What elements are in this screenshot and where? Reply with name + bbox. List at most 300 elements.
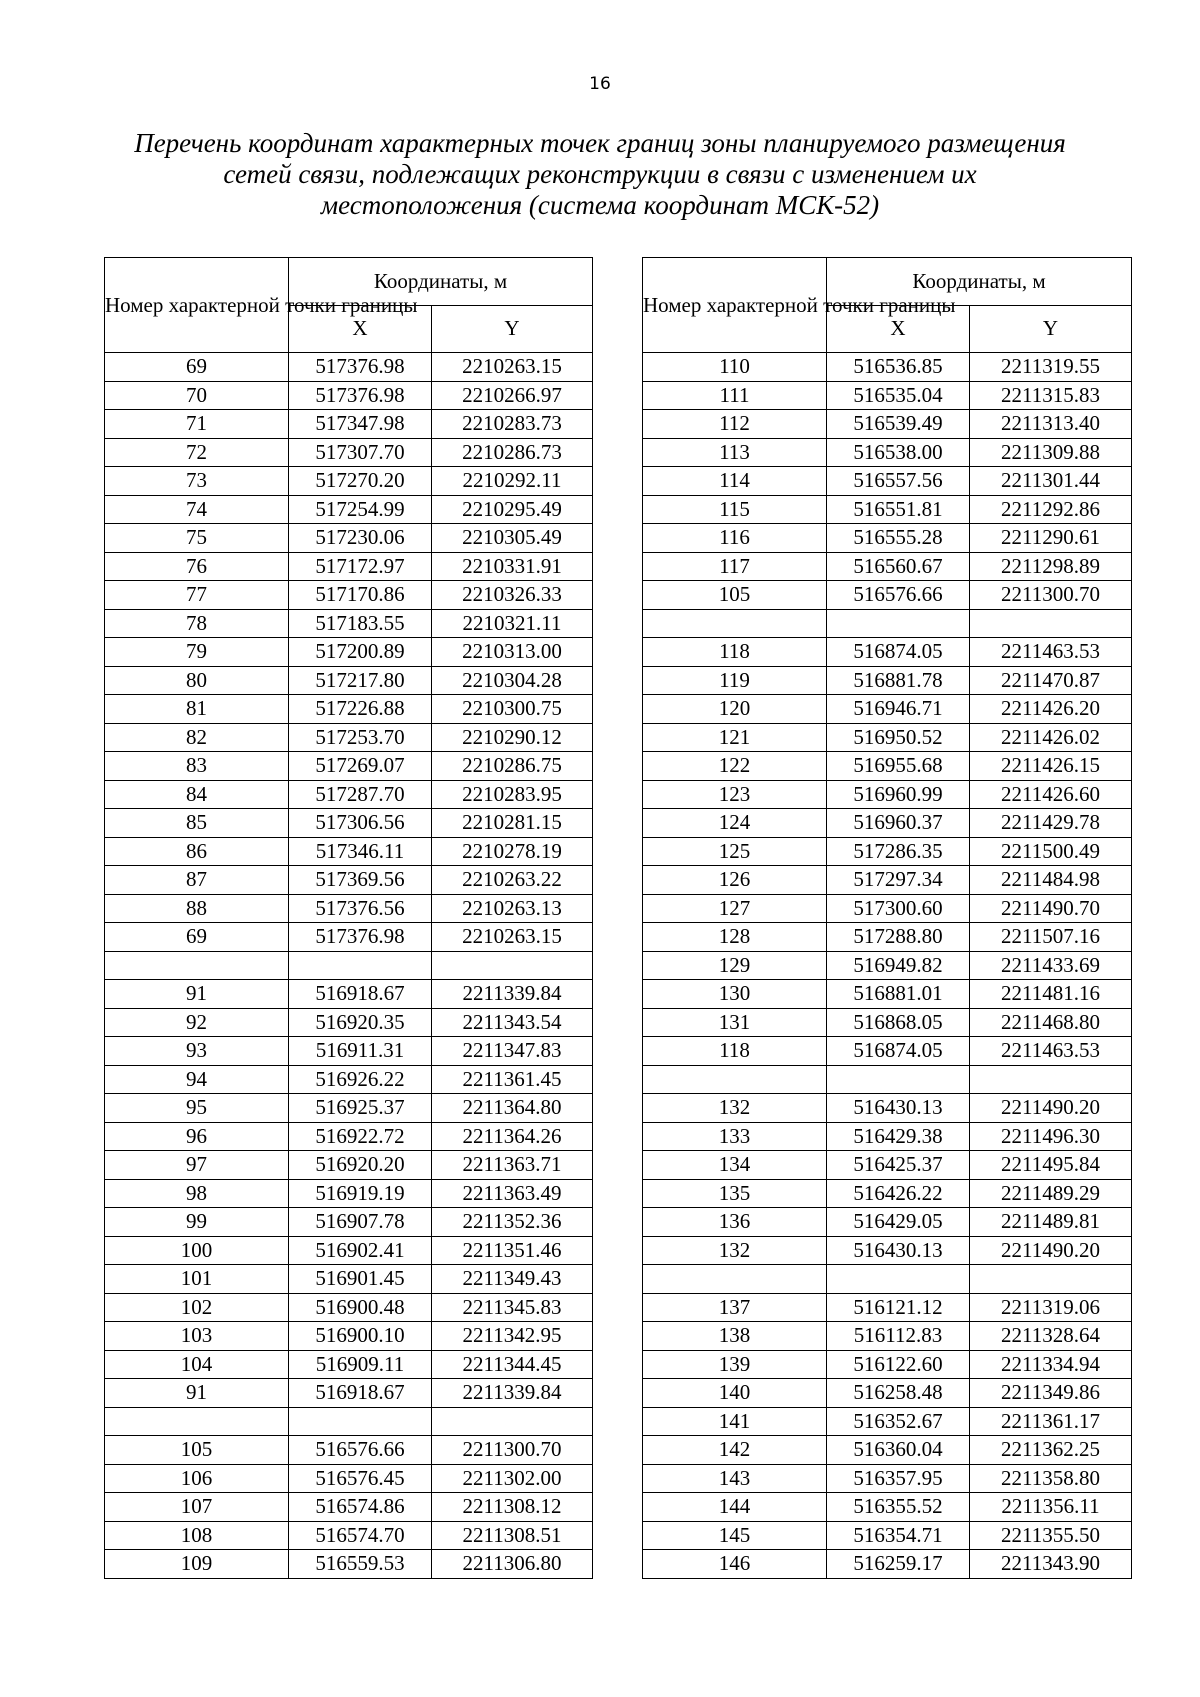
y-coordinate-cell: 2210295.49 (432, 495, 593, 524)
x-coordinate-cell: 517307.70 (289, 438, 432, 467)
x-coordinate-cell: 517226.88 (289, 695, 432, 724)
y-coordinate-cell (970, 609, 1132, 638)
y-coordinate-cell: 2211429.78 (970, 809, 1132, 838)
table-row (105, 524, 593, 553)
x-coordinate-cell: 516911.31 (289, 1037, 432, 1066)
y-coordinate-cell: 2210263.15 (432, 923, 593, 952)
point-number-cell: 120 (643, 695, 827, 724)
y-coordinate-cell: 2211349.86 (970, 1379, 1132, 1408)
table-row (105, 638, 593, 667)
table-row (105, 1037, 593, 1066)
y-coordinate-cell: 2211363.71 (432, 1151, 593, 1180)
y-coordinate-cell: 2211463.53 (970, 638, 1132, 667)
x-coordinate-cell: 516881.01 (827, 980, 970, 1009)
x-coordinate-cell: 516950.52 (827, 723, 970, 752)
point-number-cell: 97 (105, 1151, 289, 1180)
x-coordinate-cell: 517286.35 (827, 837, 970, 866)
table-row (105, 1179, 593, 1208)
point-number-cell: 98 (105, 1179, 289, 1208)
x-coordinate-cell: 516920.35 (289, 1008, 432, 1037)
coordinates-table-left (104, 257, 593, 1579)
x-coordinate-cell: 516122.60 (827, 1350, 970, 1379)
y-coordinate-cell: 2211308.12 (432, 1493, 593, 1522)
point-number-cell: 105 (643, 581, 827, 610)
y-coordinate-cell (432, 1407, 593, 1436)
x-coordinate-cell: 516960.37 (827, 809, 970, 838)
table-row (643, 1094, 1132, 1123)
x-coordinate-cell: 517300.60 (827, 894, 970, 923)
point-number-cell: 144 (643, 1493, 827, 1522)
x-coordinate-cell: 516918.67 (289, 980, 432, 1009)
table-row (643, 1293, 1132, 1322)
y-coordinate-cell: 2211364.26 (432, 1122, 593, 1151)
point-number-cell: 85 (105, 809, 289, 838)
title-line-3: местоположения (система координат МСК-52) (320, 190, 880, 220)
x-coordinate-cell: 516920.20 (289, 1151, 432, 1180)
y-coordinate-cell: 2211347.83 (432, 1037, 593, 1066)
point-number-cell: 143 (643, 1464, 827, 1493)
x-coordinate-cell: 517346.11 (289, 837, 432, 866)
point-number-cell: 119 (643, 666, 827, 695)
point-number-cell: 88 (105, 894, 289, 923)
table-row (643, 1151, 1132, 1180)
y-coordinate-cell: 2210263.22 (432, 866, 593, 895)
x-coordinate-cell (827, 1265, 970, 1294)
point-number-cell: 75 (105, 524, 289, 553)
y-coordinate-cell: 2211355.50 (970, 1521, 1132, 1550)
point-number-cell: 118 (643, 638, 827, 667)
point-number-cell: 139 (643, 1350, 827, 1379)
table-row (105, 353, 593, 382)
x-coordinate-cell: 517297.34 (827, 866, 970, 895)
y-coordinate-cell: 2210263.15 (432, 353, 593, 382)
point-number-cell: 132 (643, 1094, 827, 1123)
table-row (105, 381, 593, 410)
x-coordinate-cell: 516909.11 (289, 1350, 432, 1379)
table-row (643, 951, 1132, 980)
table-row (105, 1493, 593, 1522)
x-coordinate-cell: 516539.49 (827, 410, 970, 439)
table-row (105, 1322, 593, 1351)
point-number-cell: 84 (105, 780, 289, 809)
y-coordinate-cell: 2211339.84 (432, 1379, 593, 1408)
point-number-cell (643, 1265, 827, 1294)
x-coordinate-cell (827, 609, 970, 638)
x-coordinate-cell: 516574.86 (289, 1493, 432, 1522)
point-number-cell: 95 (105, 1094, 289, 1123)
header-coordinates: Координаты, м (827, 258, 1132, 306)
y-coordinate-cell: 2211484.98 (970, 866, 1132, 895)
table-body-right (643, 353, 1132, 1579)
y-coordinate-cell: 2211489.81 (970, 1208, 1132, 1237)
y-coordinate-cell: 2211349.43 (432, 1265, 593, 1294)
title-line-1: Перечень координат характерных точек границ зоны планируемого размещения (134, 128, 1066, 158)
point-number-cell: 125 (643, 837, 827, 866)
point-number-cell: 100 (105, 1236, 289, 1265)
point-number-cell: 79 (105, 638, 289, 667)
y-coordinate-cell: 2211481.16 (970, 980, 1132, 1009)
table-row (105, 1236, 593, 1265)
x-coordinate-cell: 516907.78 (289, 1208, 432, 1237)
table-row (643, 1037, 1132, 1066)
y-coordinate-cell: 2211343.54 (432, 1008, 593, 1037)
point-number-cell: 71 (105, 410, 289, 439)
coordinates-table-right (642, 257, 1132, 1579)
x-coordinate-cell: 517376.56 (289, 894, 432, 923)
table-row (643, 1008, 1132, 1037)
point-number-cell: 76 (105, 552, 289, 581)
table-row (643, 1122, 1132, 1151)
point-number-cell: 112 (643, 410, 827, 439)
x-coordinate-cell: 516881.78 (827, 666, 970, 695)
x-coordinate-cell: 516430.13 (827, 1094, 970, 1123)
y-coordinate-cell: 2211364.80 (432, 1094, 593, 1123)
point-number-cell: 115 (643, 495, 827, 524)
point-number-cell: 96 (105, 1122, 289, 1151)
x-coordinate-cell: 516960.99 (827, 780, 970, 809)
point-number-cell: 103 (105, 1322, 289, 1351)
table-row (643, 923, 1132, 952)
x-coordinate-cell: 516121.12 (827, 1293, 970, 1322)
table-row (643, 752, 1132, 781)
header-point-number: Номер характерной точки границы (105, 258, 289, 353)
x-coordinate-cell: 516425.37 (827, 1151, 970, 1180)
x-coordinate-cell: 516900.48 (289, 1293, 432, 1322)
y-coordinate-cell: 2211300.70 (970, 581, 1132, 610)
x-coordinate-cell: 517253.70 (289, 723, 432, 752)
table-row (105, 666, 593, 695)
point-number-cell: 142 (643, 1436, 827, 1465)
y-coordinate-cell: 2211319.06 (970, 1293, 1132, 1322)
header-x: X (289, 305, 432, 353)
table-row (643, 1208, 1132, 1237)
y-coordinate-cell: 2211507.16 (970, 923, 1132, 952)
point-number-cell: 136 (643, 1208, 827, 1237)
y-coordinate-cell: 2210331.91 (432, 552, 593, 581)
point-number-cell: 101 (105, 1265, 289, 1294)
table-row (643, 410, 1132, 439)
point-number-cell: 72 (105, 438, 289, 467)
table-row (643, 1379, 1132, 1408)
page-number: 16 (589, 74, 611, 94)
table-row (105, 837, 593, 866)
table-row (643, 1179, 1132, 1208)
y-coordinate-cell: 2211490.20 (970, 1236, 1132, 1265)
y-coordinate-cell: 2210313.00 (432, 638, 593, 667)
x-coordinate-cell: 516560.67 (827, 552, 970, 581)
table-row (105, 695, 593, 724)
x-coordinate-cell: 516426.22 (827, 1179, 970, 1208)
point-number-cell (643, 609, 827, 638)
table-row (643, 381, 1132, 410)
y-coordinate-cell: 2211500.49 (970, 837, 1132, 866)
point-number-cell: 129 (643, 951, 827, 980)
y-coordinate-cell: 2210286.73 (432, 438, 593, 467)
header-coordinates: Координаты, м (289, 258, 593, 306)
point-number-cell: 70 (105, 381, 289, 410)
x-coordinate-cell: 516551.81 (827, 495, 970, 524)
table-row (105, 410, 593, 439)
x-coordinate-cell (289, 951, 432, 980)
table-row (643, 581, 1132, 610)
point-number-cell: 110 (643, 353, 827, 382)
x-coordinate-cell: 517200.89 (289, 638, 432, 667)
y-coordinate-cell: 2211308.51 (432, 1521, 593, 1550)
table-row (105, 438, 593, 467)
table-row (105, 1065, 593, 1094)
y-coordinate-cell: 2211426.02 (970, 723, 1132, 752)
x-coordinate-cell: 517217.80 (289, 666, 432, 695)
table-row (643, 1350, 1132, 1379)
y-coordinate-cell: 2211468.80 (970, 1008, 1132, 1037)
table-row (643, 467, 1132, 496)
point-number-cell: 138 (643, 1322, 827, 1351)
point-number-cell: 73 (105, 467, 289, 496)
point-number-cell: 69 (105, 923, 289, 952)
point-number-cell: 102 (105, 1293, 289, 1322)
table-row (105, 1550, 593, 1579)
table-row (105, 894, 593, 923)
table-row (643, 809, 1132, 838)
x-coordinate-cell: 516559.53 (289, 1550, 432, 1579)
y-coordinate-cell: 2211302.00 (432, 1464, 593, 1493)
y-coordinate-cell: 2210281.15 (432, 809, 593, 838)
table-row (643, 638, 1132, 667)
y-coordinate-cell: 2211426.20 (970, 695, 1132, 724)
table-row (643, 353, 1132, 382)
point-number-cell: 113 (643, 438, 827, 467)
x-coordinate-cell: 516576.66 (827, 581, 970, 610)
y-coordinate-cell: 2211301.44 (970, 467, 1132, 496)
y-coordinate-cell: 2211490.70 (970, 894, 1132, 923)
table-row (643, 780, 1132, 809)
point-number-cell (105, 1407, 289, 1436)
table-row (105, 1151, 593, 1180)
point-number-cell: 135 (643, 1179, 827, 1208)
table-row (643, 837, 1132, 866)
point-number-cell (105, 951, 289, 980)
x-coordinate-cell (827, 1065, 970, 1094)
x-coordinate-cell: 516355.52 (827, 1493, 970, 1522)
point-number-cell: 81 (105, 695, 289, 724)
y-coordinate-cell: 2211361.45 (432, 1065, 593, 1094)
point-number-cell: 133 (643, 1122, 827, 1151)
x-coordinate-cell: 516259.17 (827, 1550, 970, 1579)
point-number-cell: 77 (105, 581, 289, 610)
point-number-cell: 134 (643, 1151, 827, 1180)
x-coordinate-cell: 516557.56 (827, 467, 970, 496)
y-coordinate-cell: 2211490.20 (970, 1094, 1132, 1123)
y-coordinate-cell: 2210290.12 (432, 723, 593, 752)
table-row (105, 752, 593, 781)
table-row (105, 1094, 593, 1123)
x-coordinate-cell: 517183.55 (289, 609, 432, 638)
y-coordinate-cell: 2211426.60 (970, 780, 1132, 809)
document-title (100, 128, 1100, 221)
point-number-cell: 117 (643, 552, 827, 581)
y-coordinate-cell: 2211306.80 (432, 1550, 593, 1579)
y-coordinate-cell: 2211489.29 (970, 1179, 1132, 1208)
table-row (643, 1265, 1132, 1294)
y-coordinate-cell: 2211433.69 (970, 951, 1132, 980)
point-number-cell: 78 (105, 609, 289, 638)
point-number-cell: 91 (105, 980, 289, 1009)
x-coordinate-cell: 516925.37 (289, 1094, 432, 1123)
x-coordinate-cell: 517287.70 (289, 780, 432, 809)
y-coordinate-cell: 2211426.15 (970, 752, 1132, 781)
x-coordinate-cell: 516429.05 (827, 1208, 970, 1237)
point-number-cell: 146 (643, 1550, 827, 1579)
y-coordinate-cell: 2210321.11 (432, 609, 593, 638)
x-coordinate-cell: 516538.00 (827, 438, 970, 467)
table-row (643, 1521, 1132, 1550)
table-row (643, 495, 1132, 524)
y-coordinate-cell: 2210286.75 (432, 752, 593, 781)
table-row (105, 1293, 593, 1322)
point-number-cell: 141 (643, 1407, 827, 1436)
y-coordinate-cell (432, 951, 593, 980)
table-row (643, 866, 1132, 895)
x-coordinate-cell: 516352.67 (827, 1407, 970, 1436)
table-row (105, 1122, 593, 1151)
point-number-cell: 124 (643, 809, 827, 838)
x-coordinate-cell: 516900.10 (289, 1322, 432, 1351)
x-coordinate-cell: 517172.97 (289, 552, 432, 581)
x-coordinate-cell: 516536.85 (827, 353, 970, 382)
table-row (643, 1236, 1132, 1265)
point-number-cell: 145 (643, 1521, 827, 1550)
point-number-cell: 87 (105, 866, 289, 895)
point-number-cell: 116 (643, 524, 827, 553)
point-number-cell: 130 (643, 980, 827, 1009)
x-coordinate-cell: 517376.98 (289, 353, 432, 382)
point-number-cell: 94 (105, 1065, 289, 1094)
table-row (105, 1407, 593, 1436)
point-number-cell: 99 (105, 1208, 289, 1237)
x-coordinate-cell: 516555.28 (827, 524, 970, 553)
table-row (643, 1407, 1132, 1436)
y-coordinate-cell: 2211362.25 (970, 1436, 1132, 1465)
point-number-cell: 69 (105, 353, 289, 382)
y-coordinate-cell (970, 1265, 1132, 1294)
point-number-cell: 74 (105, 495, 289, 524)
point-number-cell: 86 (105, 837, 289, 866)
table-row (105, 552, 593, 581)
point-number-cell: 105 (105, 1436, 289, 1465)
table-row (643, 1464, 1132, 1493)
x-coordinate-cell: 516576.45 (289, 1464, 432, 1493)
x-coordinate-cell: 516430.13 (827, 1236, 970, 1265)
y-coordinate-cell: 2210326.33 (432, 581, 593, 610)
y-coordinate-cell: 2211345.83 (432, 1293, 593, 1322)
point-number-cell: 123 (643, 780, 827, 809)
point-number-cell: 80 (105, 666, 289, 695)
y-coordinate-cell: 2210266.97 (432, 381, 593, 410)
y-coordinate-cell: 2210283.95 (432, 780, 593, 809)
x-coordinate-cell: 517230.06 (289, 524, 432, 553)
table-row (643, 1436, 1132, 1465)
table-row (105, 1008, 593, 1037)
y-coordinate-cell: 2211290.61 (970, 524, 1132, 553)
table-row (105, 809, 593, 838)
table-body-left (105, 353, 593, 1579)
y-coordinate-cell: 2210300.75 (432, 695, 593, 724)
header-point-number: Номер характерной точки границы (643, 258, 827, 353)
y-coordinate-cell: 2211315.83 (970, 381, 1132, 410)
x-coordinate-cell: 516360.04 (827, 1436, 970, 1465)
point-number-cell: 109 (105, 1550, 289, 1579)
table-row (105, 495, 593, 524)
x-coordinate-cell: 516429.38 (827, 1122, 970, 1151)
y-coordinate-cell: 2211344.45 (432, 1350, 593, 1379)
point-number-cell: 132 (643, 1236, 827, 1265)
x-coordinate-cell: 516901.45 (289, 1265, 432, 1294)
x-coordinate-cell (289, 1407, 432, 1436)
x-coordinate-cell: 517376.98 (289, 923, 432, 952)
table-row (643, 609, 1132, 638)
y-coordinate-cell: 2211363.49 (432, 1179, 593, 1208)
table-row (643, 666, 1132, 695)
x-coordinate-cell: 517376.98 (289, 381, 432, 410)
y-coordinate-cell: 2211496.30 (970, 1122, 1132, 1151)
table-row (105, 609, 593, 638)
table-row (643, 980, 1132, 1009)
y-coordinate-cell: 2211339.84 (432, 980, 593, 1009)
y-coordinate-cell: 2211313.40 (970, 410, 1132, 439)
table-row (643, 723, 1132, 752)
table-row (105, 780, 593, 809)
table-row (643, 552, 1132, 581)
x-coordinate-cell: 516922.72 (289, 1122, 432, 1151)
y-coordinate-cell: 2211358.80 (970, 1464, 1132, 1493)
table-row (105, 1436, 593, 1465)
point-number-cell: 92 (105, 1008, 289, 1037)
x-coordinate-cell: 516576.66 (289, 1436, 432, 1465)
header-y: Y (970, 305, 1132, 353)
x-coordinate-cell: 517369.56 (289, 866, 432, 895)
point-number-cell: 114 (643, 467, 827, 496)
table-row (643, 1065, 1132, 1094)
y-coordinate-cell: 2210263.13 (432, 894, 593, 923)
table-row (105, 866, 593, 895)
x-coordinate-cell: 517269.07 (289, 752, 432, 781)
table-row (105, 581, 593, 610)
y-coordinate-cell: 2211334.94 (970, 1350, 1132, 1379)
table-row (105, 1464, 593, 1493)
x-coordinate-cell: 516918.67 (289, 1379, 432, 1408)
x-coordinate-cell: 516868.05 (827, 1008, 970, 1037)
y-coordinate-cell: 2211298.89 (970, 552, 1132, 581)
point-number-cell: 122 (643, 752, 827, 781)
y-coordinate-cell: 2210305.49 (432, 524, 593, 553)
y-coordinate-cell: 2211361.17 (970, 1407, 1132, 1436)
x-coordinate-cell: 516535.04 (827, 381, 970, 410)
table-row (105, 980, 593, 1009)
point-number-cell: 140 (643, 1379, 827, 1408)
x-coordinate-cell: 516874.05 (827, 638, 970, 667)
point-number-cell: 111 (643, 381, 827, 410)
point-number-cell: 83 (105, 752, 289, 781)
x-coordinate-cell: 516874.05 (827, 1037, 970, 1066)
point-number-cell: 107 (105, 1493, 289, 1522)
point-number-cell: 128 (643, 923, 827, 952)
y-coordinate-cell: 2211292.86 (970, 495, 1132, 524)
y-coordinate-cell: 2210304.28 (432, 666, 593, 695)
table-row (105, 951, 593, 980)
y-coordinate-cell: 2210283.73 (432, 410, 593, 439)
table-row (643, 438, 1132, 467)
table-row (643, 1322, 1132, 1351)
